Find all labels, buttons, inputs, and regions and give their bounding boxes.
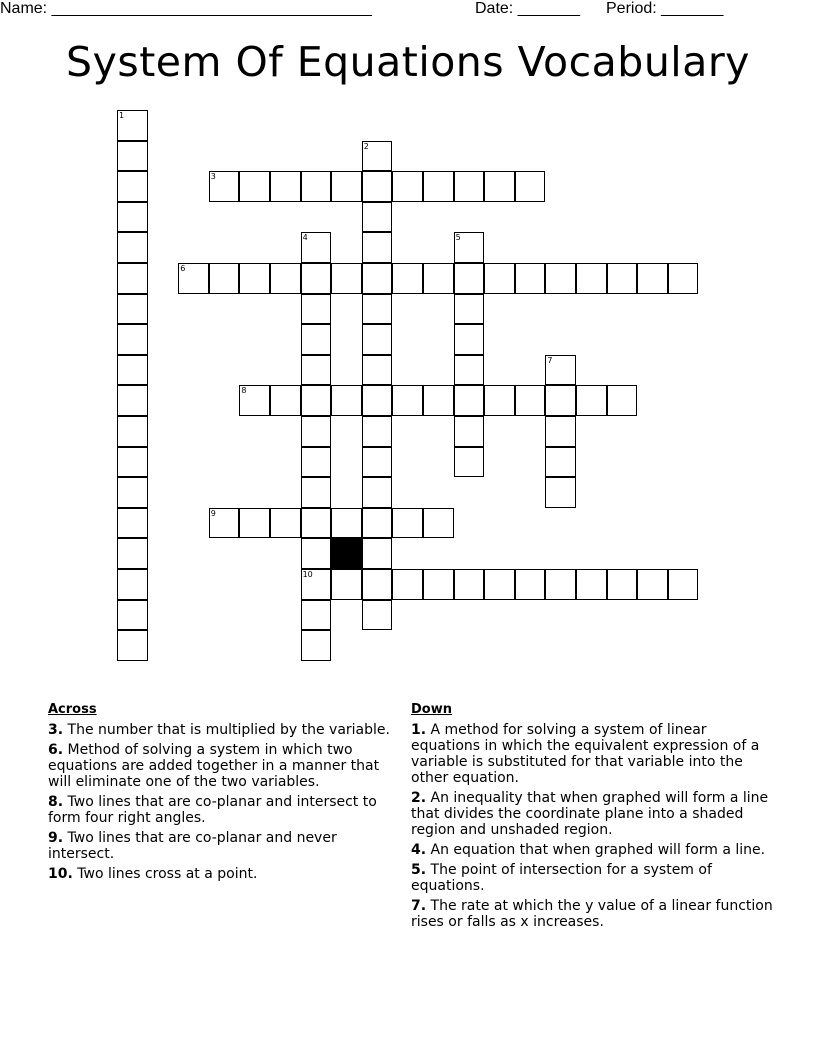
clue-number: 9. bbox=[48, 830, 64, 846]
grid-cell[interactable] bbox=[362, 355, 393, 386]
grid-cell[interactable] bbox=[545, 385, 576, 416]
grid-cell[interactable] bbox=[454, 324, 485, 355]
clue-down-7 bbox=[411, 898, 773, 930]
grid-cell[interactable] bbox=[117, 232, 148, 263]
clue-text: The point of intersection for a system of equations. bbox=[411, 862, 712, 894]
grid-cell[interactable] bbox=[117, 294, 148, 325]
grid-cell[interactable] bbox=[515, 385, 546, 416]
grid-cell[interactable] bbox=[454, 171, 485, 202]
grid-cell[interactable] bbox=[331, 569, 362, 600]
grid-cell[interactable] bbox=[239, 263, 270, 294]
clue-down-4 bbox=[411, 842, 773, 858]
grid-cell[interactable] bbox=[331, 263, 362, 294]
clue-down-2 bbox=[411, 790, 773, 838]
clue-text: Two lines that are co-planar and never intersect. bbox=[48, 830, 337, 862]
grid-cell[interactable] bbox=[392, 385, 423, 416]
grid-cell[interactable] bbox=[362, 385, 393, 416]
grid-cell[interactable] bbox=[484, 171, 515, 202]
clue-text: Two lines that are co-planar and intersect to form four right angles. bbox=[48, 794, 377, 826]
clue-text: A method for solving a system of linear equations in which the equivalent expression of a variable is substituted for that variable into the other equation. bbox=[411, 722, 760, 786]
grid-cell[interactable] bbox=[637, 263, 668, 294]
grid-cell[interactable] bbox=[301, 447, 332, 478]
grid-cell[interactable] bbox=[331, 171, 362, 202]
grid-cell[interactable] bbox=[301, 630, 332, 661]
grid-cell[interactable] bbox=[301, 508, 332, 539]
grid-cell[interactable] bbox=[637, 569, 668, 600]
grid-cell[interactable] bbox=[331, 385, 362, 416]
grid-cell[interactable] bbox=[454, 447, 485, 478]
grid-cell[interactable] bbox=[362, 294, 393, 325]
grid-cell[interactable] bbox=[362, 538, 393, 569]
grid-cell[interactable] bbox=[545, 447, 576, 478]
cell-number: 2 bbox=[363, 141, 369, 151]
cell-number: 5 bbox=[455, 233, 461, 243]
grid-cell[interactable] bbox=[301, 385, 332, 416]
grid-cell[interactable] bbox=[423, 171, 454, 202]
clue-across-3 bbox=[48, 722, 403, 738]
grid-cell[interactable] bbox=[423, 508, 454, 539]
grid-cell[interactable] bbox=[362, 508, 393, 539]
grid-cell[interactable] bbox=[484, 263, 515, 294]
grid-cell[interactable] bbox=[117, 569, 148, 600]
grid-cell[interactable] bbox=[117, 355, 148, 386]
grid-cell[interactable] bbox=[117, 171, 148, 202]
grid-cell[interactable] bbox=[301, 477, 332, 508]
grid-cell[interactable] bbox=[362, 141, 393, 172]
cell-number: 8 bbox=[241, 386, 247, 396]
clue-text: Method of solving a system in which two equations are added together in a manner that will eliminate one of the two variables. bbox=[48, 742, 380, 790]
grid-cell[interactable] bbox=[239, 171, 270, 202]
grid-cell[interactable] bbox=[392, 569, 423, 600]
cell-number: 10 bbox=[302, 570, 313, 579]
grid-cell[interactable] bbox=[117, 141, 148, 172]
grid-cell[interactable] bbox=[301, 355, 332, 386]
clue-text: An inequality that when graphed will form a line that divides the coordinate plane into a shaded region and unshaded region. bbox=[411, 790, 769, 838]
clue-number: 2. bbox=[411, 790, 427, 806]
grid-cell[interactable] bbox=[545, 569, 576, 600]
grid-cell[interactable] bbox=[301, 232, 332, 263]
grid-cell[interactable] bbox=[362, 569, 393, 600]
clue-number: 1. bbox=[411, 722, 427, 738]
grid-cell[interactable] bbox=[117, 447, 148, 478]
grid-cell[interactable] bbox=[454, 263, 485, 294]
grid-cell[interactable] bbox=[301, 416, 332, 447]
grid-cell[interactable] bbox=[545, 416, 576, 447]
grid-cell[interactable] bbox=[270, 508, 301, 539]
clue-across-10 bbox=[48, 866, 403, 882]
grid-cell[interactable] bbox=[209, 508, 240, 539]
grid-cell[interactable] bbox=[515, 569, 546, 600]
grid-cell[interactable] bbox=[209, 263, 240, 294]
name-field[interactable]: Name: ____________________________________ bbox=[0, 0, 372, 17]
down-clues bbox=[411, 702, 773, 934]
clue-number: 10. bbox=[48, 866, 73, 882]
cell-number: 3 bbox=[210, 172, 216, 182]
grid-cell[interactable] bbox=[423, 263, 454, 294]
grid-cell[interactable] bbox=[362, 263, 393, 294]
cell-number: 6 bbox=[180, 264, 186, 273]
grid-cell[interactable] bbox=[117, 600, 148, 631]
grid-cell[interactable] bbox=[454, 294, 485, 325]
grid-cell[interactable] bbox=[117, 477, 148, 508]
grid-cell[interactable] bbox=[270, 385, 301, 416]
across-clues bbox=[48, 702, 403, 886]
grid-cell[interactable] bbox=[362, 600, 393, 631]
grid-cell[interactable] bbox=[301, 263, 332, 294]
black-cell bbox=[331, 538, 362, 569]
clue-text: Two lines cross at a point. bbox=[77, 866, 258, 882]
grid-cell[interactable] bbox=[117, 263, 148, 294]
clue-across-9 bbox=[48, 830, 403, 862]
clue-number: 7. bbox=[411, 898, 427, 914]
grid-cell[interactable] bbox=[117, 385, 148, 416]
clue-number: 5. bbox=[411, 862, 427, 878]
grid-cell[interactable] bbox=[362, 416, 393, 447]
grid-cell[interactable] bbox=[301, 294, 332, 325]
grid-cell[interactable] bbox=[117, 538, 148, 569]
grid-cell[interactable] bbox=[576, 263, 607, 294]
grid-cell[interactable] bbox=[392, 508, 423, 539]
clue-down-1 bbox=[411, 722, 773, 786]
grid-cell[interactable] bbox=[239, 508, 270, 539]
grid-cell[interactable] bbox=[607, 263, 638, 294]
clue-across-6 bbox=[48, 742, 403, 790]
grid-cell[interactable] bbox=[362, 232, 393, 263]
grid-cell[interactable] bbox=[454, 416, 485, 447]
grid-cell[interactable] bbox=[270, 171, 301, 202]
cell-number: 9 bbox=[210, 508, 216, 518]
grid-cell[interactable] bbox=[668, 569, 699, 600]
grid-cell[interactable] bbox=[301, 171, 332, 202]
grid-cell[interactable] bbox=[515, 263, 546, 294]
grid-cell[interactable] bbox=[117, 110, 148, 141]
clue-number: 6. bbox=[48, 742, 64, 758]
grid-cell[interactable] bbox=[301, 569, 332, 600]
grid-cell[interactable] bbox=[331, 508, 362, 539]
grid-cell[interactable] bbox=[362, 202, 393, 233]
cell-number: 7 bbox=[547, 355, 553, 365]
clue-text: The rate at which the y value of a linear function rises or falls as x increases. bbox=[411, 898, 773, 930]
grid-cell[interactable] bbox=[117, 416, 148, 447]
grid-cell[interactable] bbox=[117, 202, 148, 233]
cell-number: 4 bbox=[302, 233, 308, 243]
grid-cell[interactable] bbox=[607, 385, 638, 416]
grid-cell[interactable] bbox=[239, 385, 270, 416]
grid-cell[interactable] bbox=[301, 600, 332, 631]
clue-text: An equation that when graphed will form a line. bbox=[430, 842, 766, 858]
grid-cell[interactable] bbox=[117, 630, 148, 661]
grid-cell[interactable] bbox=[454, 569, 485, 600]
down-heading: Down bbox=[411, 702, 452, 717]
page-title: System Of Equations Vocabulary bbox=[66, 38, 750, 86]
clue-across-8 bbox=[48, 794, 403, 826]
across-heading: Across bbox=[48, 702, 97, 717]
grid-cell[interactable] bbox=[117, 508, 148, 539]
grid-cell[interactable] bbox=[362, 447, 393, 478]
grid-cell[interactable] bbox=[270, 263, 301, 294]
grid-cell[interactable] bbox=[545, 263, 576, 294]
grid-cell[interactable] bbox=[545, 477, 576, 508]
grid-cell[interactable] bbox=[392, 171, 423, 202]
grid-cell[interactable] bbox=[576, 569, 607, 600]
grid-cell[interactable] bbox=[484, 385, 515, 416]
date-field[interactable]: Date: _______ bbox=[475, 0, 580, 17]
grid-cell[interactable] bbox=[423, 569, 454, 600]
grid-cell[interactable] bbox=[668, 263, 699, 294]
grid-cell[interactable] bbox=[576, 385, 607, 416]
grid-cell[interactable] bbox=[301, 324, 332, 355]
clue-number: 4. bbox=[411, 842, 427, 858]
grid-cell[interactable] bbox=[178, 263, 209, 294]
clue-text: The number that is multiplied by the variable. bbox=[67, 722, 390, 738]
grid-cell[interactable] bbox=[454, 355, 485, 386]
clue-number: 8. bbox=[48, 794, 64, 810]
grid-cell[interactable] bbox=[392, 263, 423, 294]
grid-cell[interactable] bbox=[607, 569, 638, 600]
grid-cell[interactable] bbox=[117, 324, 148, 355]
grid-cell[interactable] bbox=[515, 171, 546, 202]
grid-cell[interactable] bbox=[545, 355, 576, 386]
cell-number: 1 bbox=[119, 111, 125, 120]
clue-number: 3. bbox=[48, 722, 64, 738]
grid-cell[interactable] bbox=[454, 385, 485, 416]
grid-cell[interactable] bbox=[454, 232, 485, 263]
grid-cell[interactable] bbox=[209, 171, 240, 202]
grid-cell[interactable] bbox=[484, 569, 515, 600]
grid-cell[interactable] bbox=[362, 171, 393, 202]
clue-down-5 bbox=[411, 862, 773, 894]
period-field[interactable]: Period: _______ bbox=[606, 0, 724, 17]
grid-cell[interactable] bbox=[362, 477, 393, 508]
grid-cell[interactable] bbox=[301, 538, 332, 569]
grid-cell[interactable] bbox=[362, 324, 393, 355]
grid-cell[interactable] bbox=[423, 385, 454, 416]
